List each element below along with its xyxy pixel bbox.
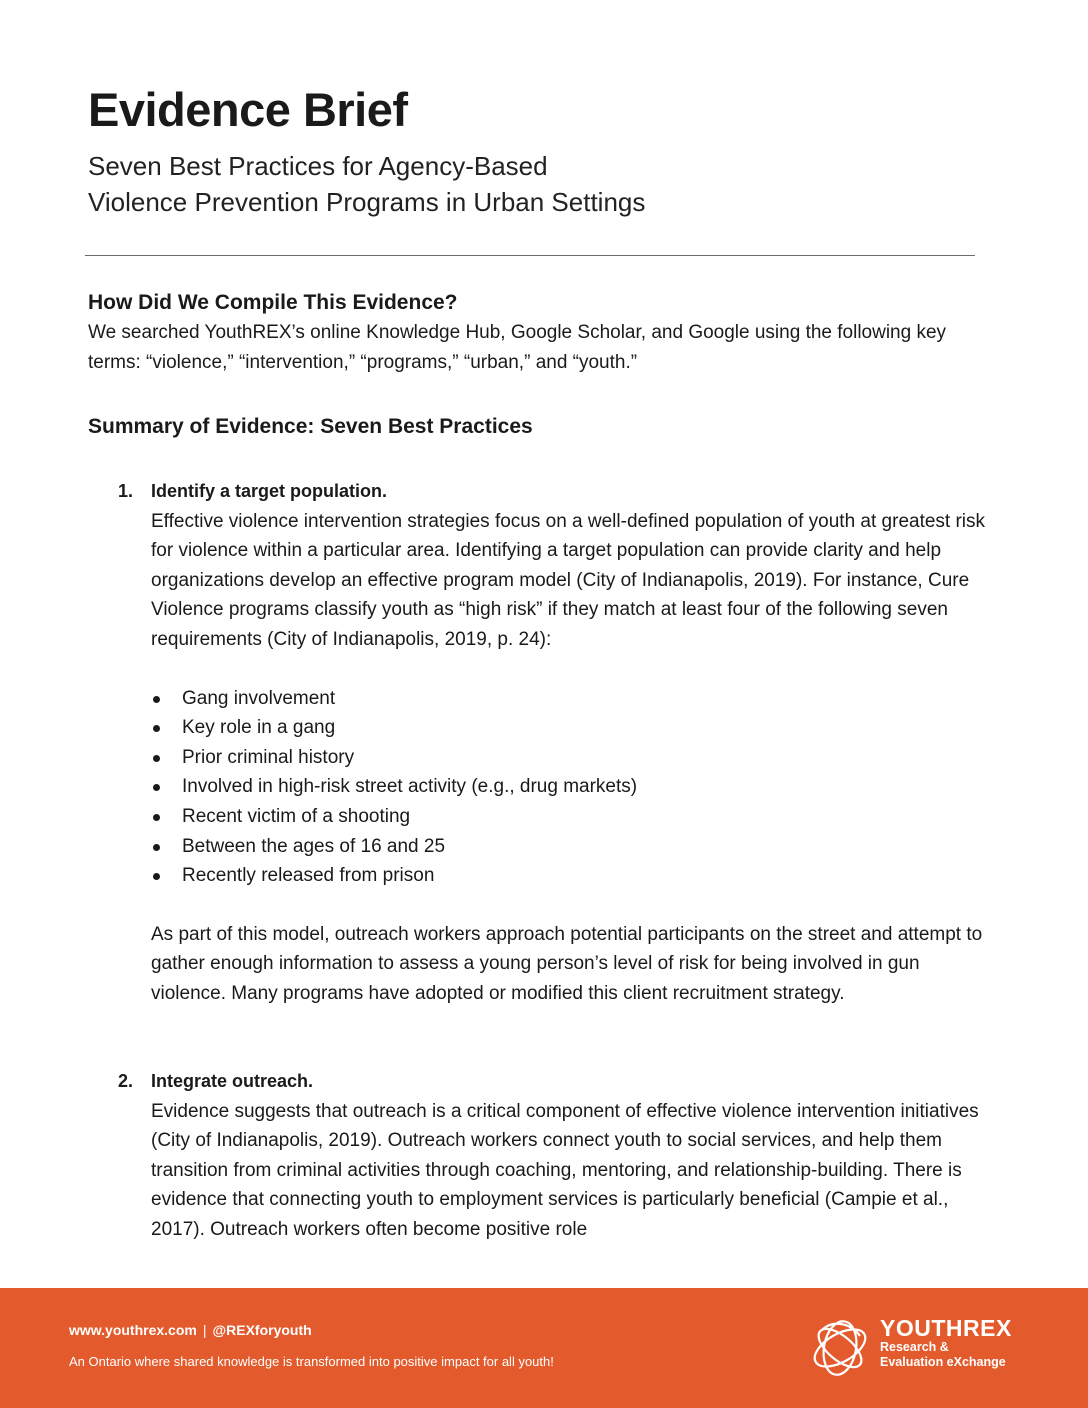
compile-section (88, 288, 1000, 377)
page-title: Evidence Brief (88, 83, 408, 136)
practice-1-followup: As part of this model, outreach workers approach potential participants on the street and attempt to gather enough information to assess a young person’s level of risk for being involved in gun violence. Many programs have adopted or modified this client recruitment strategy. (151, 923, 983, 1004)
list-item: Recent victim of a shooting (118, 802, 988, 832)
subtitle-line-1: Seven Best Practices for Agency-Based (88, 151, 548, 181)
document-header (88, 82, 1000, 220)
social-handle-link[interactable]: @REXforyouth (212, 1322, 312, 1338)
compile-body: We searched YouthREX’s online Knowledge Hub, Google Scholar, and Google using the following key terms: “violence,” “intervention,” “programs,” “urban,” and “youth.” (88, 322, 947, 373)
practice-2-header (118, 1067, 988, 1097)
logo-sub-2: Evaluation eXchange (880, 1355, 1006, 1369)
practice-item-2 (118, 1067, 988, 1245)
summary-heading: Summary of Evidence: Seven Best Practices (88, 415, 533, 438)
youthrex-logo (808, 1310, 1018, 1384)
page-subtitle (88, 148, 1000, 220)
compile-heading: How Did We Compile This Evidence? (88, 291, 458, 314)
list-item: Involved in high-risk street activity (e.g., drug markets) (118, 772, 988, 802)
footer-links (69, 1322, 312, 1338)
logo-sub-1: Research & (880, 1340, 949, 1354)
practice-item-1 (118, 477, 988, 1009)
list-item: Gang involvement (118, 684, 988, 714)
practice-1-header (118, 477, 988, 507)
practice-2-body: Evidence suggests that outreach is a critical component of effective violence intervention initiatives (City of Indianapolis, 2019). Outreach workers connect youth to social services, and help them transition from criminal activities through coaching, mentoring, and relationship-building. There is evidence that connecting youth to employment services is particularly beneficial (Campie et al., 2017). Outreach workers often become positive role (151, 1100, 979, 1240)
footer-bar (0, 1288, 1088, 1408)
practice-2-number: 2. (118, 1071, 134, 1091)
risk-criteria-list (118, 684, 988, 891)
practice-2-title: Integrate outreach. (151, 1071, 314, 1091)
practice-1-body: Effective violence intervention strategies focus on a well-defined population of youth at greatest risk for violence within a particular area. Identifying a target population can provide clarity and help organizations develop an effective program model (City of Indianapolis, 2019). For instance, Cure Violence programs classify youth as “high risk” if they match at least four of the following seven requirements (City of Indianapolis, 2019, p. 24): (151, 510, 986, 650)
summary-heading-block (88, 412, 1000, 442)
practice-1-title: Identify a target population. (151, 481, 388, 501)
practice-1-number: 1. (118, 481, 134, 501)
youthrex-logo-icon (808, 1310, 872, 1382)
list-item: Recently released from prison (118, 861, 988, 891)
website-link[interactable]: www.youthrex.com (69, 1322, 197, 1338)
list-item: Between the ages of 16 and 25 (118, 832, 988, 862)
footer-tagline: An Ontario where shared knowledge is transformed into positive impact for all youth! (69, 1354, 554, 1369)
footer-separator: | (202, 1322, 207, 1338)
logo-name: YOUTHREX (880, 1315, 1012, 1341)
divider (85, 255, 975, 256)
list-item: Prior criminal history (118, 743, 988, 773)
subtitle-line-2: Violence Prevention Programs in Urban Settings (88, 187, 646, 217)
logo-wordmark (880, 1316, 1012, 1370)
list-item: Key role in a gang (118, 713, 988, 743)
